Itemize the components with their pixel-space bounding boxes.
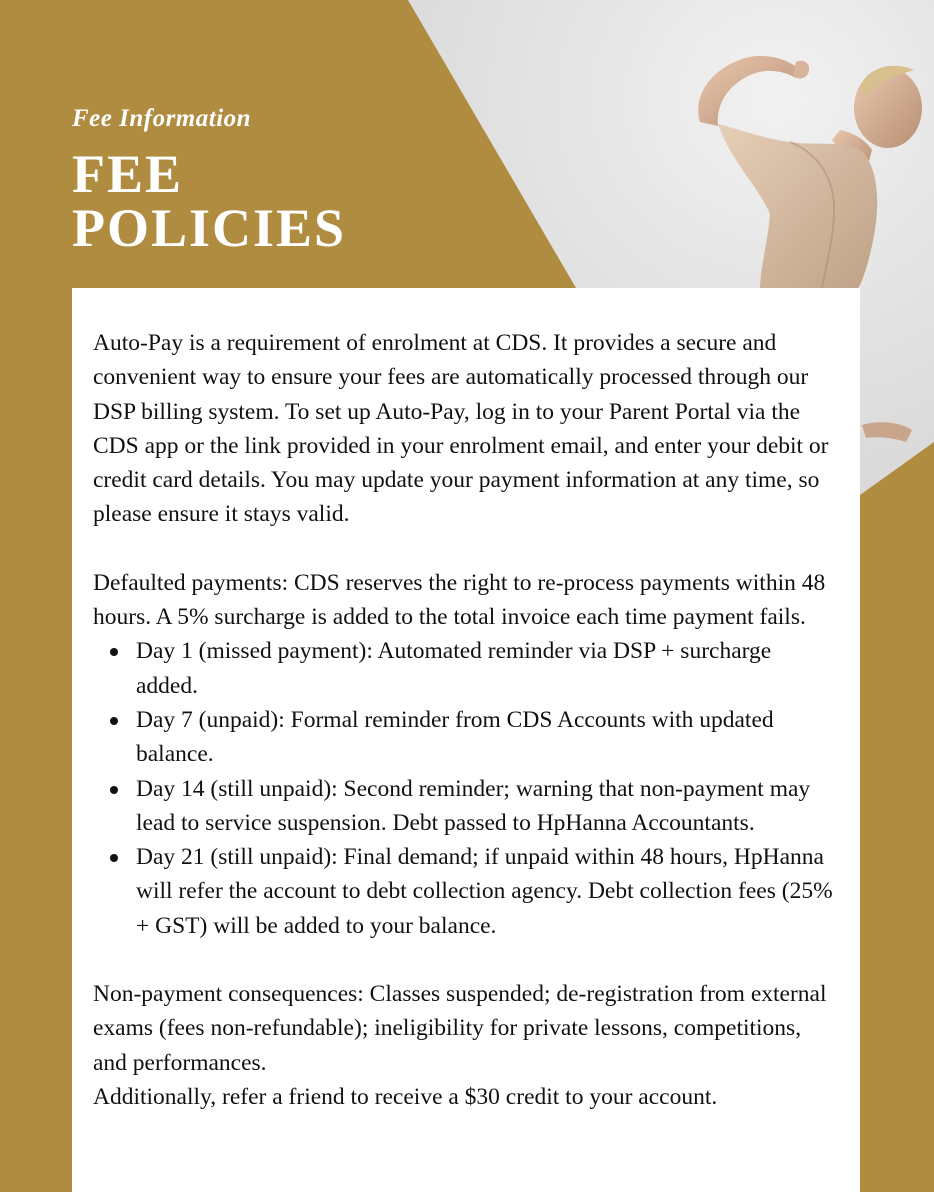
paragraph-spacer	[93, 943, 838, 977]
paragraph-spacer	[93, 532, 838, 566]
page-title-line-1: FEE	[72, 144, 184, 204]
list-item: Day 1 (missed payment): Automated reminder via DSP + surcharge added.	[93, 634, 838, 703]
content-card	[72, 288, 860, 1192]
page-title-line-2: POLICIES	[72, 198, 347, 258]
page-header	[72, 105, 347, 258]
consequences-paragraph: Non-payment consequences: Classes suspended; de-registration from external exams (fees non-refundable); ineligibility for private lessons, competitions, and performances.	[93, 981, 827, 1076]
list-item: Day 21 (still unpaid): Final demand; if unpaid within 48 hours, HpHanna will refer the account to debt collection agency. Debt collection fees (25% + GST) will be added to your balance.	[93, 840, 838, 943]
section-subtitle: Fee Information	[72, 105, 252, 132]
page-title	[72, 144, 347, 258]
list-item: Day 14 (still unpaid): Second reminder; warning that non-payment may lead to service suspension. Debt passed to HpHanna Accountants.	[93, 772, 838, 841]
referral-paragraph: Additionally, refer a friend to receive a $30 credit to your account.	[93, 1083, 718, 1110]
reminder-schedule-list	[93, 634, 838, 943]
autopay-paragraph: Auto-Pay is a requirement of enrolment at CDS. It provides a secure and convenient way to ensure your fees are automatically processed through our DSP billing system. To set up Auto-Pay, log in to your Parent Portal via the CDS app or the link provided in your enrolment email, and enter your debit or credit card details. You may update your payment information at any time, so please ensure it stays valid.	[93, 330, 829, 528]
list-item: Day 7 (unpaid): Formal reminder from CDS Accounts with updated balance.	[93, 703, 838, 772]
defaulted-payments-paragraph: Defaulted payments: CDS reserves the right to re-process payments within 48 hours. A 5% surcharge is added to the total invoice each time payment fails.	[93, 569, 826, 631]
